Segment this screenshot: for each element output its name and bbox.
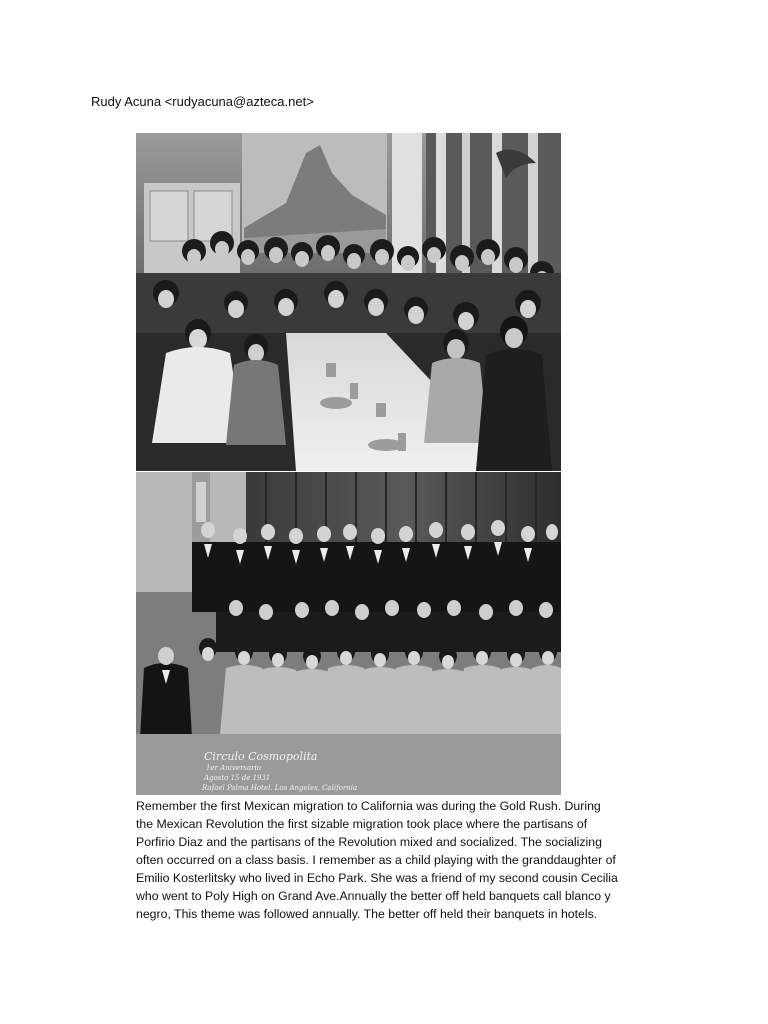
inscription-line-3: Agosto 15 de 1931 xyxy=(204,774,271,782)
body-line: Porfirio Diaz and the partisans of the Revolution mixed and socialized. The socializing xyxy=(136,835,602,849)
bottom-photograph xyxy=(136,472,561,795)
top-photograph xyxy=(136,133,561,471)
group-photo-women-banquet-icon xyxy=(136,133,561,471)
body-line: Remember the first Mexican migration to California was during the Gold Rush. During xyxy=(136,799,601,813)
body-line: who went to Poly High on Grand Ave.Annually the better off held banquets call blanco y xyxy=(136,889,611,903)
body-paragraph xyxy=(136,797,636,923)
inscription-line-1: Circulo Cosmopolita xyxy=(204,750,318,763)
body-line: often occurred on a class basis. I remember as a child playing with the granddaughter of xyxy=(136,853,616,867)
body-line: the Mexican Revolution the first sizable migration took place where the partisans of xyxy=(136,817,588,831)
inscription-line-4: Rafael Palma Hotel. Los Angeles, California xyxy=(202,784,358,792)
body-line: negro, This theme was followed annually. The better off held their banquets in hotels. xyxy=(136,907,598,921)
group-photo-formal-banquet-icon xyxy=(136,472,561,795)
body-line: Emilio Kosterlitsky who lived in Echo Park. She was a friend of my second cousin Cecilia xyxy=(136,871,618,885)
author-email-line: Rudy Acuna <rudyacuna@azteca.net> xyxy=(91,94,314,109)
inscription-line-2: 1er Aniversario xyxy=(206,764,261,772)
